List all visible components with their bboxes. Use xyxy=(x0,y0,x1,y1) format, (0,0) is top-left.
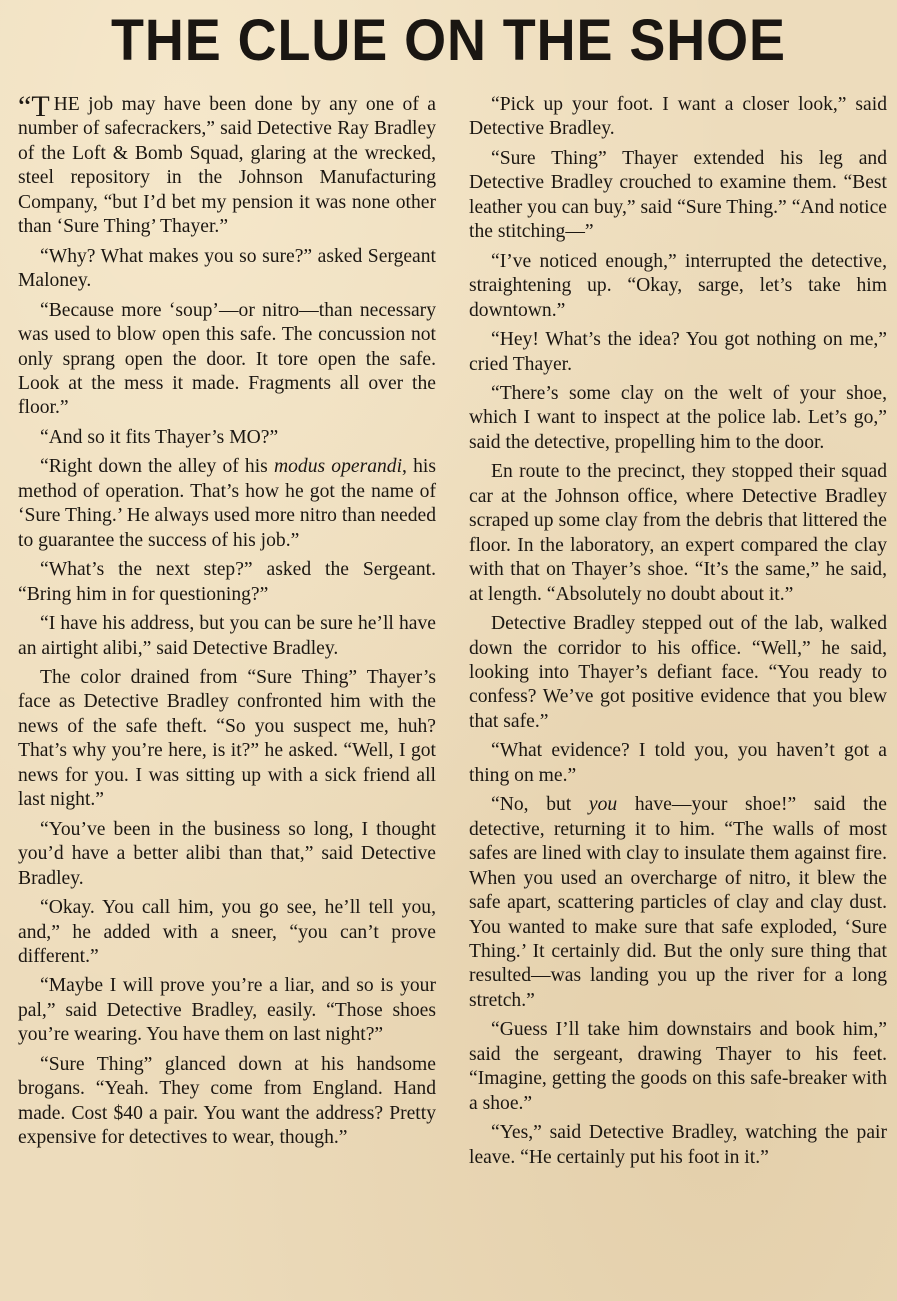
paragraph: “Okay. You call him, you go see, he’ll tell you, and,” he added with a sneer, “you can’t prove different.” xyxy=(18,897,436,967)
paragraph: The color drained from “Sure Thing” Thayer’s face as Detective Bradley confronted him with the news of the safe theft. “So you suspect me, huh? That’s why you’re here, is it?” he asked. “Well, I got news for you. I was sitting up with a sick friend all last night.” xyxy=(18,666,436,811)
paragraph-text: “Right down the alley of his xyxy=(40,456,274,478)
italic-term: modus operandi xyxy=(273,456,403,478)
paragraph: “Why? What makes you so sure?” asked Sergeant Maloney. xyxy=(18,245,436,292)
paragraph: “What evidence? I told you, you haven’t got a thing on me.” xyxy=(469,740,887,786)
paragraph: “There’s some clay on the welt of your shoe, which I want to inspect at the police lab. Let’s go,” said the detective, propelling him to the door. xyxy=(469,382,887,453)
paragraph: “Yes,” said Detective Bradley, watching the pair leave. “He certainly put his foot in it.” xyxy=(469,1122,887,1168)
paragraph: “Pick up your foot. I want a closer look,” said Detective Bradley. xyxy=(469,94,887,140)
paragraph: “Because more ‘soup’—or nitro—than necessary was used to blow open this safe. The concussion not only sprang open the door. It tore open the safe. Look at the mess it made. Fragments all over the floor.” xyxy=(18,299,436,419)
paragraph: “Sure Thing” Thayer extended his leg and Detective Bradley crouched to examine them. “Best leather you can buy,” said “Sure Thing.” “And notice the stitching—” xyxy=(469,147,887,243)
paragraph: Detective Bradley stepped out of the lab, walked down the corridor to his office. “Well,” he said, looking into Thayer’s defiant face. “You ready to confess? We’ve got positive evidence that you blew that safe.” xyxy=(469,613,887,732)
paragraph xyxy=(18,455,436,553)
italic-term: you xyxy=(588,794,618,816)
paragraph-text: HE job may have been done by any one of a number of safecrackers,” said Detective Ray Bradley of the Loft & Bomb Squad, glaring at the wrecked, steel repository in the Johnson Manufacturing Company, “but I’d bet my pension it was none other than ‘Sure Thing’ Thayer.” xyxy=(18,94,436,238)
paragraph: “Guess I’ll take him downstairs and book him,” said the sergeant, drawing Thayer to his feet. “Imagine, getting the goods on this safe-breaker with a shoe.” xyxy=(469,1019,887,1114)
paragraph: “And so it fits Thayer’s MO?” xyxy=(40,426,279,448)
paragraph-text: , his method of operation. That’s how he got the name of ‘Sure Thing.’ He always used more nitro than needed to guarantee the success of his job.” xyxy=(18,456,436,551)
paragraph: “Hey! What’s the idea? You got nothing on me,” cried Thayer. xyxy=(469,329,887,375)
drop-cap: “T xyxy=(18,90,50,123)
left-column xyxy=(18,90,436,1156)
paragraph: “I have his address, but you can be sure he’ll have an airtight alibi,” said Detective Bradley. xyxy=(18,613,436,659)
paragraph xyxy=(469,793,887,1013)
paragraph: “Sure Thing” glanced down at his handsome brogans. “Yeah. They come from England. Hand made. Cost $40 a pair. You want the address? Pretty expensive for detectives to wear, though.” xyxy=(18,1053,436,1149)
paragraph: “Maybe I will prove you’re a liar, and so is your pal,” said Detective Bradley, easily. “Those shoes you’re wearing. You have them on last night?” xyxy=(18,975,436,1046)
paragraph: “I’ve noticed enough,” interrupted the detective, straightening up. “Okay, sarge, let’s take him downtown.” xyxy=(469,250,887,321)
paragraph-text: have—your shoe!” said the detective, returning it to him. “The walls of most safes are lined with clay to insulate them against fire. When you used an overcharge of nitro, it blew the safe apart, scattering particles of clay and clay dust. You wanted to make sure that safe exploded, ‘Sure Thing.’ It certainly did. But the only sure thing that resulted—was landing you up the river for a long stretch.” xyxy=(469,794,887,1011)
story-title: THE CLUE ON THE SHOE xyxy=(111,8,786,73)
paragraph: “What’s the next step?” asked the Sergeant. “Bring him in for questioning?” xyxy=(18,559,436,605)
paragraph: En route to the precinct, they stopped their squad car at the Johnson office, where Detective Bradley scraped up some clay from the debris that littered the floor. In the laboratory, an expert compared the clay with that on Thayer’s shoe. “It’s the same,” he said, at length. “Absolutely no doubt about it.” xyxy=(469,461,887,605)
paragraph-text: “No, but xyxy=(491,794,589,816)
paragraph xyxy=(18,90,436,240)
right-column xyxy=(469,93,887,1175)
paragraph: “You’ve been in the business so long, I thought you’d have a better alibi than that,” said Detective Bradley. xyxy=(18,818,436,889)
